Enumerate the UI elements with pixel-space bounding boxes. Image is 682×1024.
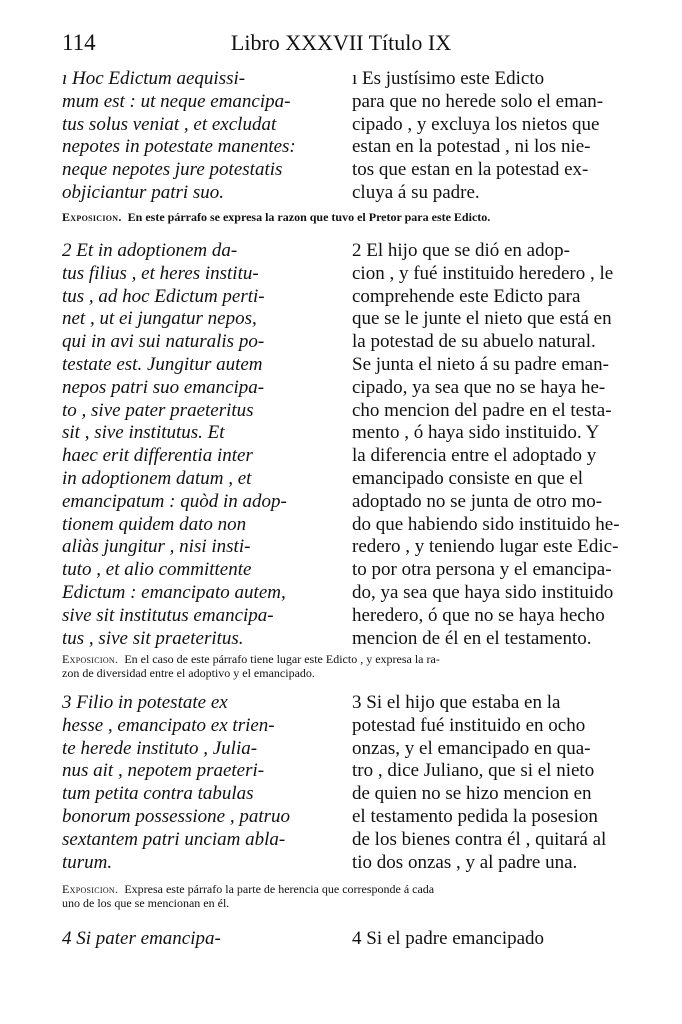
text-line: bonorum possessione , patruo (62, 805, 291, 827)
text-line: tuto , et alio committente (62, 559, 252, 581)
text-line: 4 Si el padre emancipado (352, 928, 545, 949)
exposicion-label: Exposicion. (62, 210, 122, 224)
text-line: 4 Si pater emancipa- (62, 928, 221, 949)
exposicion-text: uno de los que se mencionan en él. (62, 896, 230, 910)
exposicion-label: Exposicion. (62, 652, 119, 666)
text-line: net , ut ei jungatur nepos, (62, 308, 257, 330)
text-line: de los bienes contra él , quitará al (352, 828, 607, 850)
text-line: 3 Si el hijo que estaba en la (352, 692, 561, 713)
text-line: turum. (62, 851, 113, 873)
spanish-text-2 (352, 240, 620, 650)
page-header (62, 30, 620, 60)
text-line: nepos patri suo emancipa- (62, 376, 265, 398)
exposicion-text: Expresa este párrafo la parte de herencia que corresponde á cada (124, 882, 435, 896)
text-line: la potestad de su abuelo natural. (352, 331, 596, 353)
spanish-text-1 (352, 68, 614, 205)
text-line: mencion de él en el testamento. (352, 627, 592, 649)
text-line: cion , y fué instituido heredero , le (352, 262, 614, 284)
text-line: cipado, ya sea que no se haya he- (352, 376, 606, 398)
text-line: sextantem patri unciam abla- (62, 828, 286, 850)
exposicion-3 (62, 882, 622, 910)
exposicion-2 (62, 652, 622, 680)
text-line: testate est. Jungitur autem (62, 353, 263, 375)
text-line: 2 Et in adoptionem da- (62, 240, 238, 261)
latin-text-1 (62, 68, 342, 205)
text-line: objiciantur patri suo. (62, 181, 225, 203)
latin-text-2 (62, 240, 342, 650)
text-line: ı Es justísimo este Edicto (352, 68, 545, 89)
page-number: 114 (62, 30, 96, 55)
text-line: sit , sive institutus. Et (62, 422, 225, 444)
text-line: 3 Filio in potestate ex (62, 692, 228, 713)
text-line: que se le junte el nieto que está en (352, 308, 612, 330)
text-line: tro , dice Juliano, que si el nieto (352, 760, 595, 782)
text-line: 2 El hijo que se dió en adop- (352, 240, 570, 261)
text-line: redero , y teniendo lugar este Edic- (352, 536, 619, 558)
text-line: onzas, y el emancipado en qua- (352, 737, 591, 759)
text-line: tus , sive sit praeteritus. (62, 627, 244, 649)
text-line: para que no herede solo el eman- (352, 90, 604, 112)
spanish-text-3 (352, 692, 614, 874)
text-line: cho mencion del padre en el testa- (352, 399, 612, 421)
latin-text-4 (62, 928, 342, 951)
exposicion-label: Exposicion. (62, 882, 119, 896)
text-line: emancipatum : quòd in adop- (62, 490, 287, 512)
running-head: Libro XXXVII Título IX (230, 30, 452, 55)
text-line: mento , ó haya sido instituido. Y (352, 422, 600, 444)
text-line: to por otra persona y el emancipa- (352, 559, 612, 581)
exposicion-text: En este párrafo se expresa la razon que tuvo el Pretor para este Edicto. (127, 210, 491, 224)
text-line: comprehende este Edicto para (352, 285, 581, 307)
text-line: nus ait , nepotem praeteri- (62, 760, 265, 782)
text-line: neque nepotes jure potestatis (62, 159, 283, 181)
text-line: cipado , y excluya los nietos que (352, 113, 600, 135)
text-line: haec erit differentia inter (62, 445, 253, 467)
text-line: to , sive pater praeteritus (62, 399, 254, 421)
text-line: in adoptionem datum , et (62, 467, 252, 489)
latin-text-3 (62, 692, 342, 874)
text-line: qui in avi sui naturalis po- (62, 331, 265, 353)
spanish-text-4 (352, 928, 614, 951)
text-line: cluya á su padre. (352, 181, 480, 203)
text-line: do que habiendo sido instituido he- (352, 513, 620, 535)
text-line: do, ya sea que haya sido instituido (352, 581, 614, 603)
text-line: nepotes in potestate manentes: (62, 136, 296, 158)
text-line: tos que estan en la potestad ex- (352, 159, 589, 181)
text-line: adoptado no se junta de otro mo- (352, 490, 603, 512)
text-line: Edictum : emancipato autem, (62, 581, 286, 603)
exposicion-text: zon de diversidad entre el adoptivo y el emancipado. (62, 666, 315, 680)
text-line: ı Hoc Edictum aequissi- (62, 68, 246, 89)
text-line: heredero, ó que no se haya hecho (352, 604, 605, 626)
text-line: hesse , emancipato ex trien- (62, 714, 275, 736)
text-line: sive sit institutus emancipa- (62, 604, 274, 626)
text-line: de quien no se hizo mencion en (352, 783, 592, 805)
text-line: la diferencia entre el adoptado y (352, 445, 597, 467)
exposicion-text: En el caso de este párrafo tiene lugar este Edicto , y expresa la ra- (124, 652, 440, 666)
text-line: potestad fué instituido en ocho (352, 714, 586, 736)
text-line: tus , ad hoc Edictum perti- (62, 285, 265, 307)
text-line: Se junta el nieto á su padre eman- (352, 353, 609, 375)
text-line: el testamento pedida la posesion (352, 805, 598, 827)
text-line: tum petita contra tabulas (62, 783, 254, 805)
text-line: emancipado consiste en que el (352, 467, 584, 489)
text-line: estan en la potestad , ni los nie- (352, 136, 591, 158)
exposicion-1 (62, 210, 622, 224)
text-line: aliàs jungitur , nisi insti- (62, 536, 251, 558)
text-line: tus filius , et heres institu- (62, 262, 259, 284)
text-line: te herede instituto , Julia- (62, 737, 258, 759)
text-line: tus solus veniat , et excludat (62, 113, 277, 135)
text-line: mum est : ut neque emancipa- (62, 90, 291, 112)
text-line: tionem quidem dato non (62, 513, 247, 535)
text-line: tio dos onzas , y al padre una. (352, 851, 578, 873)
